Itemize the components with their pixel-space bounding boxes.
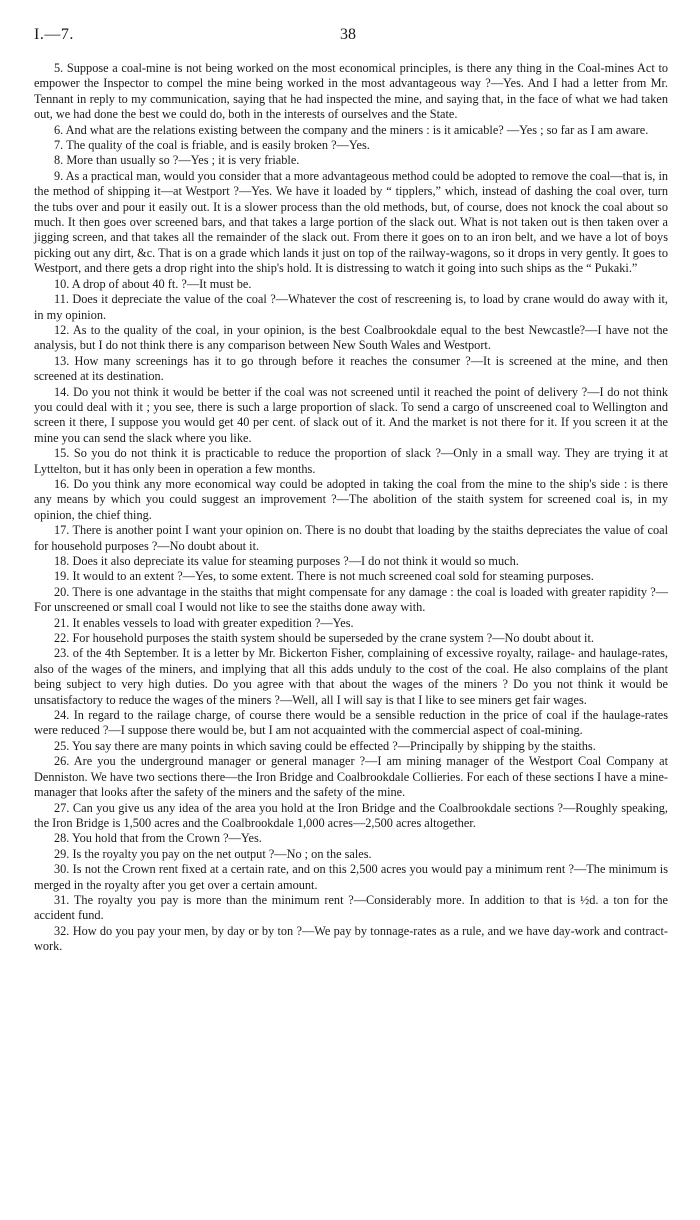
question-number: 26. [54, 754, 70, 769]
question-number: 12. [54, 322, 70, 337]
paragraph-text: Does it depreciate the value of the coal ?—Whatever the cost of rescreening is, to load by crane would do away with it, in my opinion. [34, 292, 668, 322]
question-number: 5. [54, 61, 64, 75]
paragraph [34, 616, 668, 631]
paragraph-text: The quality of the coal is friable, and is easily broken ?—Yes. [66, 138, 370, 153]
paragraph [34, 169, 668, 277]
paragraph-text: Is the royalty you pay on the net output ?—No ; on the sales. [72, 846, 372, 861]
paragraph-text: Do you not think it would be better if the coal was not screened until it reached the point of delivery ?—I do not think you could deal with it ; you see, there is such a large proportion of slack. To send a cargo of unscreened coal to Wellington and screen it there, I suppose you would get 40 per cent. of slack out of it. And the market is not there for it. If you screen it at the mine you can send the slack where you like. [34, 384, 668, 445]
question-number: 8. [54, 153, 64, 168]
question-number: 13. [54, 353, 70, 368]
question-number: 10. [54, 276, 70, 291]
paragraph [34, 554, 668, 569]
question-number: 14. [54, 384, 70, 399]
paragraph-text: It would to an extent ?—Yes, to some extent. There is not much screened coal sold for steaming purposes. [72, 569, 594, 584]
paragraph-text: In regard to the railage charge, of course there would be a sensible reduction in the price of coal if the haulage-rates were reduced ?—I suppose there would be, but I am not acquainted with the commercial aspect of coal-mining. [34, 708, 668, 738]
question-number: 16. [54, 476, 70, 491]
paragraph-text: The royalty you pay is more than the minimum rent ?—Considerably more. In addition to that is ½d. a ton for the accident fund. [34, 892, 668, 923]
question-number: 27. [54, 800, 70, 815]
paragraph-text: There is another point I want your opinion on. There is no doubt that loading by the staiths depreciates the value of coal for household purposes ?—No doubt about it. [34, 523, 668, 553]
paragraph-text: And what are the relations existing between the company and the miners : is it amicable? —Yes ; so far as I am aware. [65, 122, 649, 137]
paragraph [34, 477, 668, 523]
question-number: 24. [54, 708, 70, 723]
question-number: 9. [54, 168, 64, 183]
document-body [34, 61, 668, 955]
paragraph [34, 354, 668, 385]
paragraph [34, 385, 668, 447]
paragraph [34, 61, 668, 123]
document-reference: I.—7. [34, 26, 74, 43]
question-number: 28. [54, 831, 70, 846]
paragraph [34, 862, 668, 893]
paragraph [34, 569, 668, 584]
question-number: 29. [54, 846, 70, 861]
paragraph-text: So you do not think it is practicable to reduce the proportion of slack ?—Only in a small way. They are trying it at Lyttelton, but it has only been in operation a few months. [34, 446, 668, 476]
paragraph-text: As a practical man, would you consider that a more advantageous method could be adopted to remove the coal—that is, in the method of shipping it—at Westport ?—Yes. We have it loaded by “ tipplers,” which, instead of dashing the coal over, turn the tubs over and pour it easily out. It is a slower process than the old methods, but, of course, does not knock the coal about so much. It then goes over screened bars, and that takes a large portion of the slack out. What is not taken out is then taken over a jigging screen, and that takes all the remainder of the slack out. From there it goes on to an iron belt, and we have a lot of boys picking out any dirt, &c. That is on a grade which lands it just on top of the railway-wagons, so it drops in very gently. It goes to Westport, and there gets a drop right into the ship's hold. It is distressing to watch it going into such ships as the “ Pukaki.” [34, 168, 669, 276]
paragraph-text: You say there are many points in which saving could be effected ?—Principally by shipping by the staiths. [72, 738, 596, 753]
paragraph-text: It enables vessels to load with greater expedition ?—Yes. [72, 615, 354, 630]
question-number: 6. [54, 122, 64, 137]
paragraph [34, 523, 668, 554]
paragraph [34, 708, 668, 739]
question-number: 11. [54, 292, 69, 307]
paragraph-text: Can you give us any idea of the area you hold at the Iron Bridge and the Coalbrookdale sections ?—Roughly speaking, the Iron Bridge is 1,500 acres and the Coalbrookdale 1,000 acres—2,500 acres altogether. [34, 800, 668, 830]
paragraph [34, 631, 668, 646]
paragraph [34, 138, 668, 153]
question-number: 7. [54, 138, 64, 153]
question-number: 18. [54, 554, 70, 568]
paragraph [34, 893, 668, 924]
paragraph [34, 924, 668, 955]
question-number: 15. [54, 446, 70, 461]
question-number: 22. [54, 631, 70, 646]
paragraph-text: There is one advantage in the staiths that might compensate for any damage : the coal is loaded with greater rapidity ?—For unscreened or small coal I would not like to see the staiths done away with. [34, 584, 668, 615]
paragraph-text: Suppose a coal-mine is not being worked on the most economical principles, is there any thing in the Coal-mines Act to empower the Inspector to compel the mine being worked in the most advantageous way ?—Yes. And I had a letter from Mr. Tennant in reply to my communication, saying that he had inspected the mine, and saying that, in the face of what we had taken out, we had done the best we could do, both in the interests of ourselves and the State. [34, 61, 669, 122]
paragraph [34, 585, 668, 616]
question-number: 21. [54, 615, 70, 630]
paragraph [34, 739, 668, 754]
paragraph [34, 801, 668, 832]
paragraph [34, 847, 668, 862]
question-number: 23. [54, 646, 70, 661]
question-number: 17. [54, 523, 70, 538]
paragraph-text: As to the quality of the coal, in your opinion, is the best Coalbrookdale equal to the best Newcastle?—I have not the analysis, but I do not think there is any comparison between New South Wales and Westport. [34, 322, 668, 353]
paragraph-text: A drop of about 40 ft. ?—It must be. [71, 276, 252, 291]
question-number: 20. [54, 584, 70, 599]
paragraph-text: How do you pay your men, by day or by ton ?—We pay by tonnage-rates as a rule, and we have day-work and contract-work. [34, 923, 668, 954]
paragraph [34, 831, 668, 846]
paragraph [34, 446, 668, 477]
page-number: 38 [340, 26, 356, 43]
question-number: 19. [54, 569, 70, 584]
paragraph-text: More than usually so ?—Yes ; it is very friable. [66, 153, 300, 168]
paragraph [34, 292, 668, 323]
paragraph [34, 123, 668, 138]
question-number: 25. [54, 738, 70, 753]
question-number: 31. [54, 892, 70, 907]
paragraph-text: of the 4th September. It is a letter by Mr. Bickerton Fisher, complaining of excessive royalty, railage- and haulage-rates, also of the wages of the miners, and implying that all this adds unduly to the cost of the coal. He also complains of the plant being subject to very high duties. Do you agree with that about the wages of the miners ? Do you not think it would be unsatisfactory to reduce the wages of the miners ?—Well, all I will say is that I like to see miners get fair wages. [34, 646, 669, 707]
paragraph-text: Are you the underground manager or general manager ?—I am mining manager of the Westport Coal Company at Denniston. We have two sections there—the Iron Bridge and Coalbrookdale Collieries. For each of these sections I have a mine-manager that looks after the safety of the miners and the safety of the mine. [34, 754, 668, 800]
paragraph-text: How many screenings has it to go through before it reaches the consumer ?—It is screened at the mine, and then screened at its destination. [34, 353, 668, 384]
question-number: 32. [54, 923, 70, 938]
question-number: 30. [54, 862, 70, 877]
paragraph [34, 754, 668, 800]
paragraph-text: Do you think any more economical way could be adopted in taking the coal from the mine to the ship's side : is there any means by which you could suggest an improvement ?—The abolition of the staith system for screened coal is, in my opinion, the chief thing. [34, 476, 668, 522]
paragraph-text: For household purposes the staith system should be superseded by the crane system ?—No doubt about it. [72, 631, 594, 646]
paragraph [34, 277, 668, 292]
paragraph [34, 646, 668, 708]
paragraph-text: Is not the Crown rent fixed at a certain rate, and on this 2,500 acres you would pay a minimum rent ?—The minimum is merged in the royalty after you get over a certain amount. [34, 862, 669, 892]
paragraph-text: Does it also depreciate its value for steaming purposes ?—I do not think it would so much. [72, 554, 519, 568]
paragraph [34, 153, 668, 168]
paragraph-text: You hold that from the Crown ?—Yes. [72, 831, 262, 846]
paragraph [34, 323, 668, 354]
